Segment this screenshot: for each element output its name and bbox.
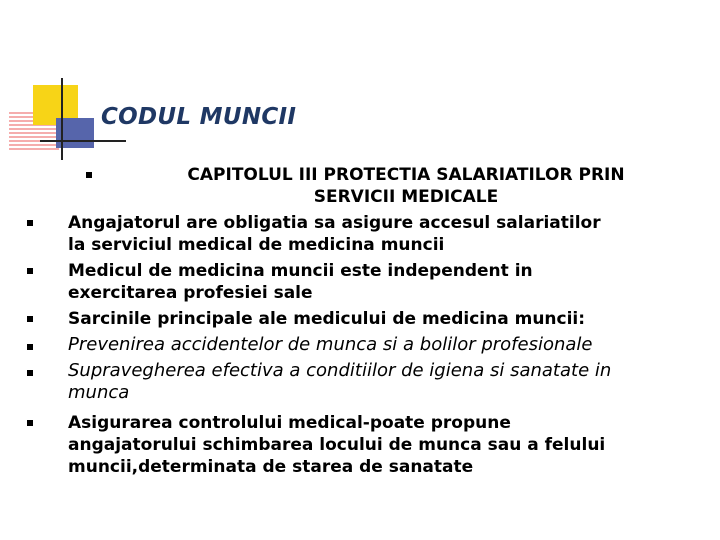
list-item-line: Supravegherea efectiva a conditiilor de igiena si sanatate in — [68, 360, 612, 381]
chapter-heading — [86, 164, 696, 208]
bullet-icon — [27, 220, 33, 226]
bullet-icon — [27, 344, 33, 350]
bullet-icon — [27, 370, 33, 376]
list-item-line: la serviciul medical de medicina muncii — [68, 235, 445, 255]
list-item-line: Sarcinile principale ale medicului de medicina muncii: — [68, 309, 586, 329]
bullet-icon — [27, 420, 33, 426]
heading-line-1: CAPITOLUL III PROTECTIA SALARIATILOR PRIN — [187, 165, 625, 185]
list-item-line: Angajatorul are obligatia sa asigure accesul salariatilor — [68, 213, 601, 233]
list-item — [27, 308, 696, 330]
list-item-line: angajatorului schimbarea locului de munca sau a felului — [68, 435, 606, 455]
list-item — [27, 412, 696, 478]
list-item-line: exercitarea profesiei sale — [68, 283, 313, 303]
list-item-line: Medicul de medicina muncii este independent in — [68, 261, 533, 281]
heading-line-2: SERVICII MEDICALE — [313, 187, 499, 207]
bullet-icon — [86, 172, 92, 178]
slide-content — [68, 164, 696, 478]
logo-horizontal-line — [40, 140, 126, 142]
bullet-icon — [27, 268, 33, 274]
bullet-icon — [27, 316, 33, 322]
list-item — [27, 212, 696, 256]
slide-title: CODUL MUNCII — [101, 104, 297, 130]
logo-vertical-line — [61, 78, 63, 160]
list-item-line: muncii,determinata de starea de sanatate — [68, 457, 474, 477]
list-item-line: Asigurarea controlului medical-poate propune — [68, 413, 511, 433]
list-item-line: munca — [68, 382, 130, 403]
list-item — [27, 260, 696, 304]
list-item — [27, 334, 696, 356]
list-item — [27, 360, 696, 404]
list-item-line: Prevenirea accidentelor de munca si a bolilor profesionale — [68, 334, 593, 355]
